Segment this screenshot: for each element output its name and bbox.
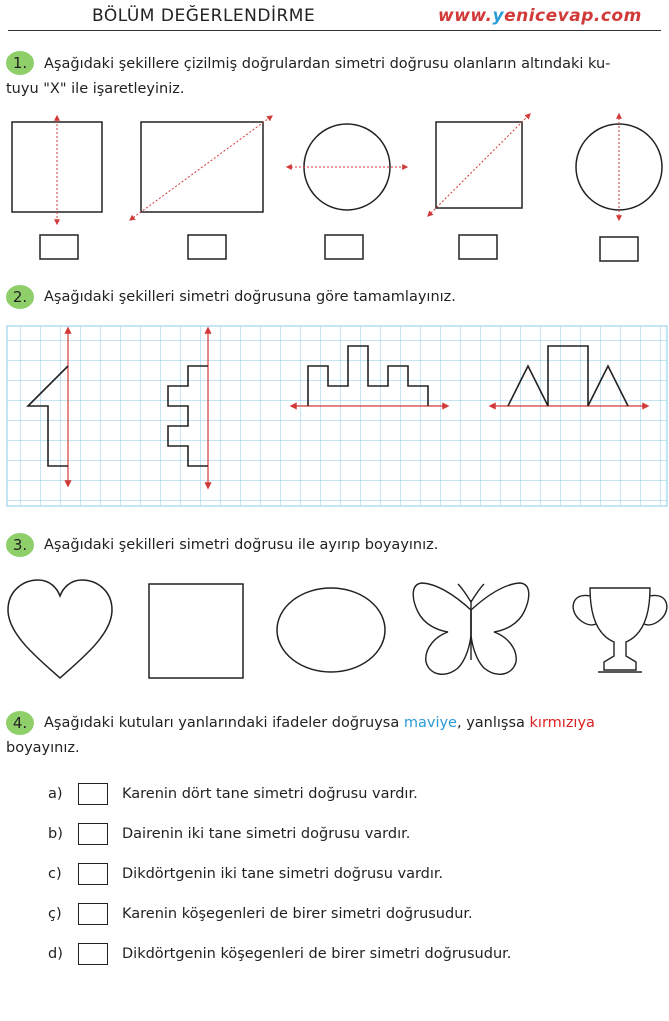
question-3-text: Aşağıdaki şekilleri simetri doğrusu ile ayırıp boyayınız. [44, 537, 439, 553]
q4-item-text: Karenin dört tane simetri doğrusu vardır. [122, 786, 418, 802]
site-url-rest: enicevap.com [504, 6, 642, 26]
q2-grid [7, 326, 667, 506]
q1-shape-rectangle-diagonal [130, 116, 272, 220]
q4-item-text: Dairenin iki tane simetri doğrusu vardır. [122, 826, 411, 842]
q1-answer-box-5[interactable] [600, 237, 638, 261]
q1-shape-square-vertical-line [12, 116, 102, 224]
q4-answer-box[interactable] [78, 903, 108, 925]
question-2-number: 2. [6, 285, 34, 309]
q4-item-letter: d) [48, 946, 63, 962]
q4-item-text: Dikdörtgenin iki tane simetri doğrusu vardır. [122, 866, 444, 882]
q1-shape-circle-horizontal-line [287, 124, 407, 210]
question-1-line-2: tuyu "X" ile işaretleyiniz. [6, 81, 185, 97]
q3-heart-shape [8, 580, 112, 678]
q4-answer-box[interactable] [78, 943, 108, 965]
q1-answer-box-4[interactable] [459, 235, 497, 259]
q4-item-letter: a) [48, 786, 63, 802]
q4-item-letter: ç) [48, 906, 62, 922]
q3-ellipse-shape [277, 588, 385, 672]
question-1-number: 1. [6, 51, 34, 75]
question-4-line-2: boyayınız. [6, 740, 80, 756]
q3-butterfly-shape [413, 583, 529, 674]
q1-answer-box-1[interactable] [40, 235, 78, 259]
q3-square-shape [149, 584, 243, 678]
q4-answer-box[interactable] [78, 823, 108, 845]
question-4-blue-word: maviye [403, 715, 457, 731]
question-4-mid: , yanlışsa [456, 715, 530, 731]
q1-shape-circle-vertical-line [576, 114, 662, 220]
question-4-pre: Aşağıdaki kutuları yanlarındaki ifadeler doğruysa [44, 715, 404, 731]
q1-answer-box-3[interactable] [325, 235, 363, 259]
q4-answer-box[interactable] [78, 783, 108, 805]
q1-shape-square-diagonal [428, 114, 530, 216]
site-url-y: y [492, 6, 505, 26]
question-1-line-1: Aşağıdaki şekillere çizilmiş doğrulardan simetri doğrusu olanların altındaki ku- [44, 56, 611, 72]
q4-item-text: Karenin köşegenleri de birer simetri doğrusudur. [122, 906, 473, 922]
page-title: BÖLÜM DEĞERLENDİRME [92, 6, 316, 26]
q3-trophy-shape [573, 588, 667, 672]
question-3-number: 3. [6, 533, 34, 557]
site-url-prefix: www. [438, 6, 493, 26]
question-4-text [44, 711, 669, 736]
q4-item-letter: c) [48, 866, 62, 882]
question-2-text: Aşağıdaki şekilleri simetri doğrusuna göre tamamlayınız. [44, 289, 456, 305]
question-4-red-word: kırmızıya [529, 715, 595, 731]
q4-item-text: Dikdörtgenin köşegenleri de birer simetri doğrusudur. [122, 946, 512, 962]
q1-answer-box-2[interactable] [188, 235, 226, 259]
q4-answer-box[interactable] [78, 863, 108, 885]
q4-item-letter: b) [48, 826, 63, 842]
question-4-number: 4. [6, 711, 34, 735]
